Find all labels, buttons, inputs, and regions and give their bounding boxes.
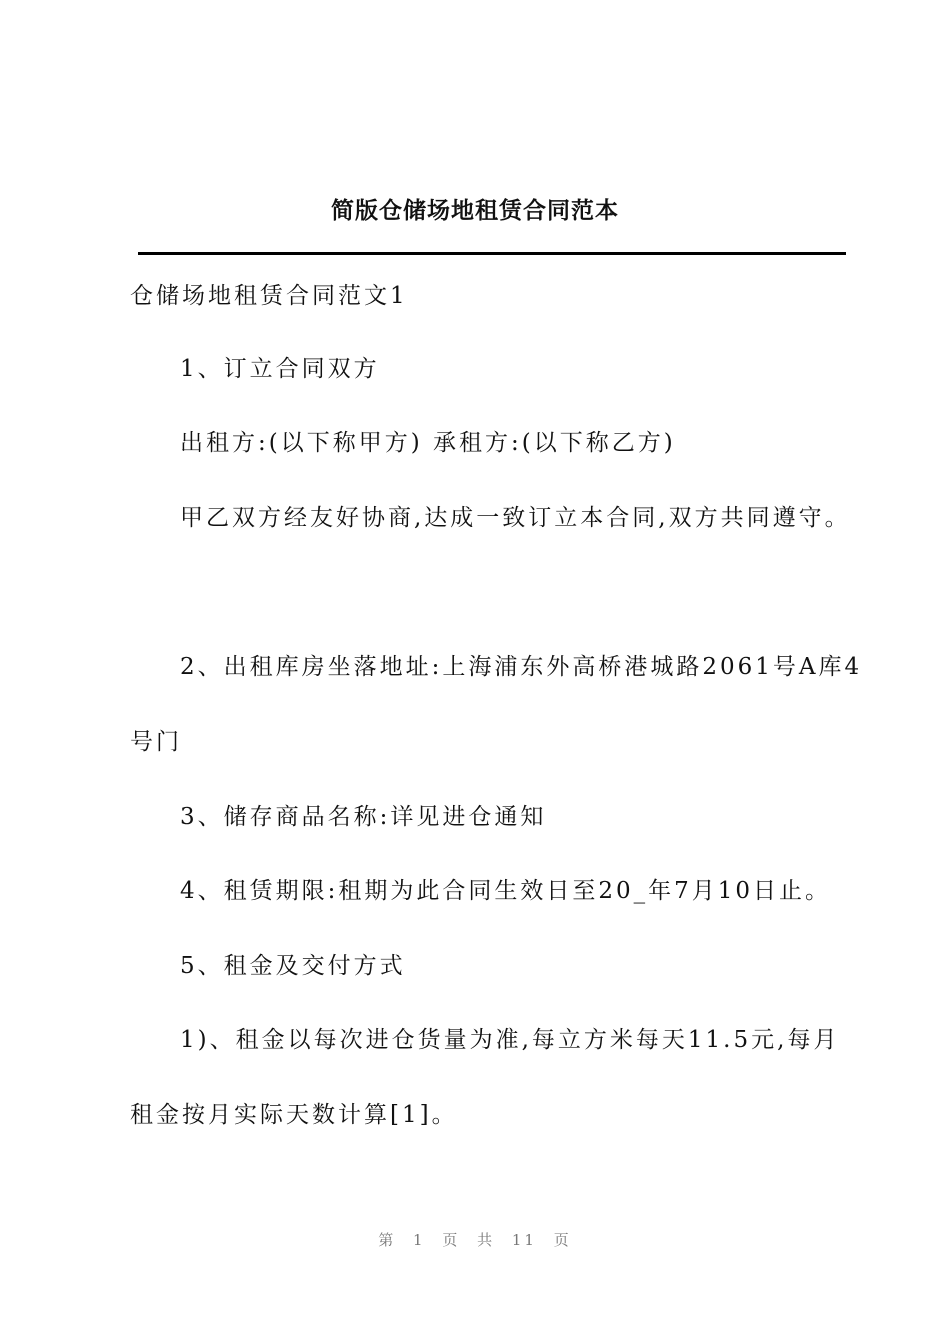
page-footer: 第 1 页 共 11 页 — [378, 1231, 572, 1249]
paragraph-parties: 出租方:(以下称甲方) 承租方:(以下称乙方) — [180, 430, 676, 456]
section-heading: 仓储场地租赁合同范文1 — [130, 283, 408, 309]
paragraph-agreement: 甲乙双方经友好协商,达成一致订立本合同,双方共同遵守。 — [180, 505, 851, 531]
paragraph-clause-5-1-cont: 租金按月实际天数计算[1]。 — [130, 1102, 458, 1128]
document-title: 简版仓储场地租赁合同范本 — [331, 197, 619, 224]
paragraph-clause-5: 5、租金及交付方式 — [180, 953, 406, 979]
paragraph-clause-1: 1、订立合同双方 — [180, 356, 380, 382]
paragraph-clause-4: 4、租赁期限:租期为此合同生效日至20_年7月10日止。 — [180, 878, 832, 904]
paragraph-clause-5-1: 1)、租金以每次进仓货量为准,每立方米每天11.5元,每月 — [180, 1027, 840, 1053]
title-divider — [138, 252, 846, 255]
paragraph-clause-2-cont: 号门 — [130, 729, 182, 755]
paragraph-clause-2: 2、出租库房坐落地址:上海浦东外高桥港城路2061号A库4 — [180, 654, 863, 680]
paragraph-clause-3: 3、储存商品名称:详见进仓通知 — [180, 804, 547, 830]
